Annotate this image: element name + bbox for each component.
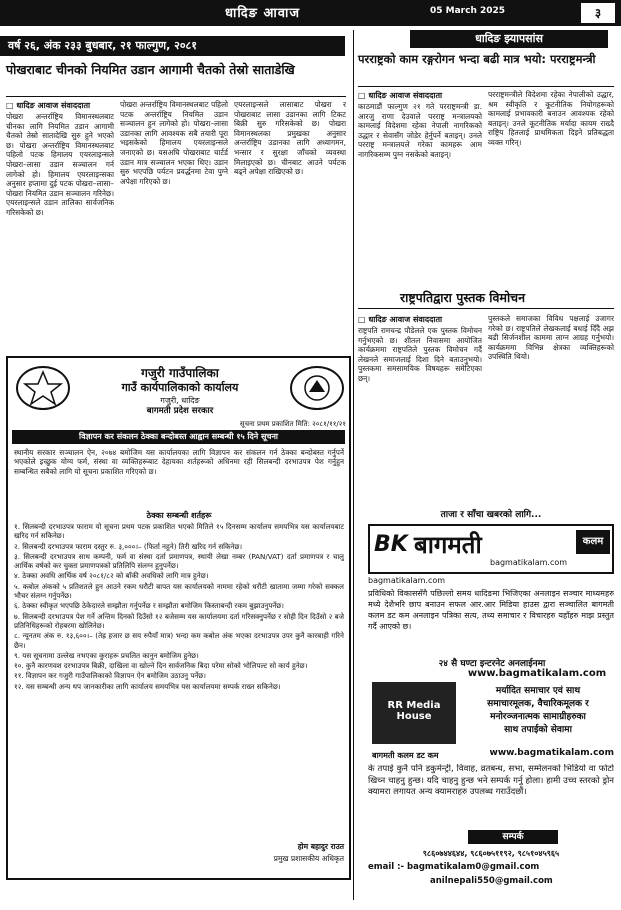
notice-term-item: ३. सिलबन्दी दरभाउपत्र साथ कम्पनी, फर्म वा संस्था दर्ता प्रमाणपत्र, स्थायी लेखा नम्बर (PAN/VAT) दर्ता प्रमाणपत्र र चालु आर्थिक वर्षको कर चुक्ता प्रमाणपत्रको प्रतिलिपि संलग्न हुनुपर्नेछ। [14,551,344,571]
masthead-bar [0,0,621,26]
ad-email-2[interactable]: anilnepali550@gmail.com [430,876,553,886]
page-number: ३ [580,2,616,24]
article3-column-2: पुस्तकले समाजका विविध पक्षलाई उजागर गरेको छ। राष्ट्रपतिले लेखकलाई बधाई दिँदै अझ बढी सिर्जनशील काममा लाग्न आग्रह गर्नुभयो। कार्यक्रममा विभिन्न क्षेत्रका व्यक्तिहरूको उपस्थिति थियो। [488,314,614,362]
municipality-logo-seal [290,366,344,410]
ad-url-link-2[interactable]: www.bagmatikalam.com [489,748,614,758]
ad-media-brand: RR Media House [387,700,441,722]
ad-brand-main: बागमती [414,531,482,559]
notice-intro: स्थानीय सरकार सञ्चालन ऐन, २०७४ बमोजिम यस कार्यालयका लागि विज्ञापन कर संकलन गर्न ठेक्का बन्दोबस्त गर्नुपर्ने भएकोले इच्छुक योग्य फर्म, संस्था वा व्यक्तिहरूबाट देहायका शर्तहरूको अधिनमा रही सिलबन्दी दरभाउपत्र पेश गर्नुहुन सम्बन्धित सबैको लागि यो सूचना प्रकाशित गरिएको छ। [14,448,344,476]
notice-term-item: ६. ठेक्का स्वीकृत भएपछि ठेकेदारले सम्झौता गर्नुपर्नेछ र सम्झौता बमोजिम किस्ताबन्दी रकम बुझाउनुपर्नेछ। [14,601,284,611]
ad-brand-side: कलम [576,530,610,554]
article1-column-3: एयरलाइन्सले लासाबाट पोखरा र पोखराबाट लासा उडानका लागि टिकट बिक्री सुरु गरिसकेको छ। पोखरा विमानस्थलका प्रमुखका अनुसार अन्तर्राष्ट्रिय उडानका लागि अध्यागमन, भन्सार र सुरक्षा जाँचको व्यवस्था मिलाइएको छ। चीनबाट आउने पर्यटक बढ्ने अपेक्षा राखिएको छ। [234,100,346,177]
notice-pub-date: सूचना प्रथम प्रकाशित मिति: २०८१/११/२१ [239,420,346,428]
article2-column-2: परराष्ट्रमन्त्रीले विदेशमा रहेका नेपालीको उद्धार, श्रम स्वीकृति र कूटनीतिक नियोगहरूको कामलाई प्रभावकारी बनाउन आवश्यक रहेको बताइन्। उनले कूटनीतिक मर्यादा कायम राख्दै राष्ट्रिय हितलाई प्राथमिकता दिइने प्रतिबद्धता व्यक्त गरिन्। [488,90,614,147]
masthead-date: 05 March 2025 [430,6,506,16]
ad-hours: २४ सै घण्टा इन्टरनेट अनलाईनमा [438,659,546,669]
notice-org-name: गजुरी गाउँपालिका [141,366,219,380]
notice-term-item: १०. कुनै कारणवश दरभाउपत्र बिक्री, दाखिला वा खोल्ने दिन सार्वजनिक बिदा परेमा सोको भोलिपल्ट सो कार्य हुनेछ। [14,661,308,671]
notice-term-item: ५. कबोल अंकको ५ प्रतिशतले हुन आउने रकम धरौटी बापत यस कार्यालयको नाममा रहेको धरौटी खातामा जम्मा गरेको सक्कल भौचर संलग्न गर्नुपर्नेछ। [14,581,344,601]
ad-promise-2: समाचारमूलक, वैचारिकमूलक र [487,699,589,709]
ad-promise-4: साथ तपाईको सेवामा [504,725,572,735]
article3-column-1: राष्ट्रपति रामचन्द्र पौडेलले एक पुस्तक विमोचन गर्नुभएको छ। शीतल निवासमा आयोजित कार्यक्रममा राष्ट्रपतिले पुस्तक विमोचन गर्दै लेखनले समाजलाई दिशा दिने बताउनुभयो। पुस्तकमा समसामयिक विषयहरू समेटिएका छन्। [358,326,482,383]
ad-promise-3: मनोरञ्जनात्मक सामाग्रीहरुका [490,712,586,722]
municipality-notice [6,356,351,880]
notice-term-item: १. सिलबन्दी दरभाउपत्र फाराम यो सूचना प्रथम पटक प्रकाशित भएको मितिले १५ दिनसम्म कार्यालय समयभित्र यस कार्यालयबाट खरिद गर्न सकिनेछ। [14,522,344,541]
ad-email-1[interactable]: email :- bagmatikalam0@gmail.com [368,862,540,872]
ad-body: प्रविधिको विकाससँगै पछिल्लो समय धादिङमा भिजिएका अनलाइन सञ्चार माध्यमहरु मध्ये देशैभरि छाप बनाउन सफल आर.आर मिडिया हाउस द्वारा सञ्चालित बागमती कलम डट कम अनलाइन पत्रिका सत्य, तथ्य समाचार र विचारहरु यहाँहरु माझ प्रस्तुत गर्दै आएको छ। [368,589,614,631]
ad-contact-header: सम्पर्क [468,830,558,844]
rr-media-house-logo [372,682,456,744]
ad-promise-1: मर्यादित समाचार एवं साथ [495,686,581,696]
notice-term-item: ८. न्यूनतम अंक रु. १३,६००।– (तेह्र हजार छ सय रुपैयाँ मात्र) भन्दा कम कबोल अंक भएका दरभाउपत्र उपर कुनै कारबाही गरिने छैन। [14,631,344,650]
notice-title: विज्ञापन कर संकलन ठेक्का बन्दोबस्त आह्वान सम्बन्धी १५ दिने सूचना [12,430,345,444]
nepal-emblem-seal [16,366,70,410]
ad-url-link[interactable]: www.bagmatikalam.com [467,668,607,679]
notice-terms-list [14,522,344,836]
column-divider [353,30,354,900]
notice-term-item: २. सिलबन्दी दरभाउपत्र फाराम दस्तुर रु. ३,०००।– (फिर्ता नहुने) तिरी खरिद गर्न सकिनेछ। [14,541,243,551]
article1-byline: □ धादिङ आवाज संवाददाता [6,101,91,110]
article3-rule [358,308,614,309]
article2-rule [358,86,614,87]
notice-org-address: गजुरी, धादिङ [160,396,200,405]
notice-term-item: ७. सिलबन्दी दरभाउपत्र पेश गर्ने अन्तिम दिनको दिउँसो १२ बजेसम्म यस कार्यालयमा दर्ता गरिसक्नुपर्नेछ र सोही दिन दिउँसो २ बजे प्रतिनिधिहरूको रोहबरमा खोलिनेछ। [14,611,344,630]
notice-signer-name: होम बहादुर राउत [297,842,344,851]
article2-headline: परराष्ट्रको काम रङ्गरोगन भन्दा बढी मात्र भयो: परराष्ट्रमन्त्री [358,52,596,66]
ad-contact-line: बागमती कलम डट कम [372,751,439,760]
issue-line: वर्ष २६, अंक २३३ बुधबार, २१ फाल्गुण, २०८१ [0,36,345,56]
notice-signer-title: प्रमुख प्रशासकीय अधिकृत [273,854,344,863]
masthead-brand: धादिङ आवाज [225,6,300,21]
article1-column-1: पोखरा अन्तर्राष्ट्रिय विमानस्थलबाट चीनका लागि नियमित उडान आगामी चैतको तेस्रो सातादेखि सुरु हुने भएको छ। पोखरा अन्तर्राष्ट्रिय विमानस्थलबाट पहिलो पटक हिमालय एयरलाइन्सले पोखरा–लासा उडान सञ्चालन गर्न लागेको हो। हिमालय एयरलाइन्सका अनुसार हप्तामा दुई पटक पोखरा–लासा–पोखरा नियमित उडान सञ्चालन गरिनेछ। एयरलाइन्सले उडान तालिका सार्वजनिक गरिसकेको छ। [6,112,114,217]
ad-brand-banner [368,524,614,574]
ad-brand-bk: BK [374,532,408,557]
emblem-icon [18,368,68,408]
article3-byline: □ धादिङ आवाज संवाददाता [358,315,443,324]
article1-headline: पोखराबाट चीनको नियमित उडान आगामी चैतको तेस्रो साताडेखि [6,62,295,77]
notice-org-office: गाउँ कार्यपालिकाको कार्यालय [121,381,239,394]
article3-headline: राष्ट्रपतिद्वारा पुस्तक विमोचन [400,290,526,305]
ad-site-small: bagmatikalam.com [490,558,568,567]
ad-tagline: ताजा र साँचा खबरको लागि... [440,510,542,520]
article2-byline: □ धादिङ आवाज संवाददाता [358,91,443,100]
notice-term-item: १२. यस सम्बन्धी अन्य थप जानकारीका लागि कार्यालय समयभित्र यस कार्यालयमा सम्पर्क राख्न सकिनेछ। [14,681,281,691]
notice-term-item: ४. ठेक्का अवधि आर्थिक वर्ष २०८१/८२ को बाँकी अवधिको लागि मात्र हुनेछ। [14,571,209,581]
ad-site-small-2: bagmatikalam.com [368,576,446,585]
notice-org-province: बागमती प्रदेश सरकार [146,406,214,416]
notice-term-item: ९. यस सूचनामा उल्लेख नभएका कुराहरू प्रचलित कानुन बमोजिम हुनेछ। [14,650,199,660]
section-tab: धादिङ झ्यापसांस [410,30,608,48]
article1-rule [6,96,346,97]
ad-phones: ९८६०७४४६४४, ९८६०७५११९२, ९८५१०४५९६५ [422,849,560,858]
notice-term-item: ११. विज्ञापन कर गजुरी गाउँपालिकाको विज्ञापन ऐन बमोजिम उठाउनु पर्नेछ। [14,671,206,681]
article2-column-1: काठमाडौं फाल्गुण २१ गते परराष्ट्रमन्त्री डा. आरजु राणा देउवाले परराष्ट्र मन्त्रालयको कामलाई विदेशमा रहेका नेपाली नागरिकको उद्धार र सेवासँग जोडेर हेर्नुपर्ने बताइन्। उनले परराष्ट्र मन्त्रालयले गरेका कामहरू आम नागरिकसम्म पुग्न नसकेको बताइन्। [358,102,482,159]
notice-terms-heading: ठेक्का सम्बन्धी शर्तहरू [146,511,212,520]
logo-icon [292,368,342,408]
ad-services: के तपाई कुनै पनि डकुमेन्ट्री, विवाह, व्रतबन्ध, सभा, सम्मेलनको भिडियो वा फोटो खिच्न चाहनु हुन्छ। यदि चाहनु हुन्छ भने सम्पर्क गर्नु होला। हामी उच्च स्तरको ड्रोन क्यामरा लगायत अन्य क्यामराहरु उपलब्ध गराउँदछौं। [368,764,614,797]
article1-column-2: पोखरा अन्तर्राष्ट्रिय विमानस्थलबाट पहिलो पटक अन्तर्राष्ट्रिय नियमित उडान सञ्चालन हुन लागेको हो। पोखरा–लासा उडानका लागि आवश्यक सबै तयारी पूरा भइसकेको हिमालय एयरलाइन्सले जनाएको छ। यसअघि पोखराबाट चार्टर्ड उडान मात्र सञ्चालन भएका थिए। उडान सुरु भएपछि पर्यटन प्रवर्द्धनमा टेवा पुग्ने अपेक्षा गरिएको छ। [120,100,228,186]
